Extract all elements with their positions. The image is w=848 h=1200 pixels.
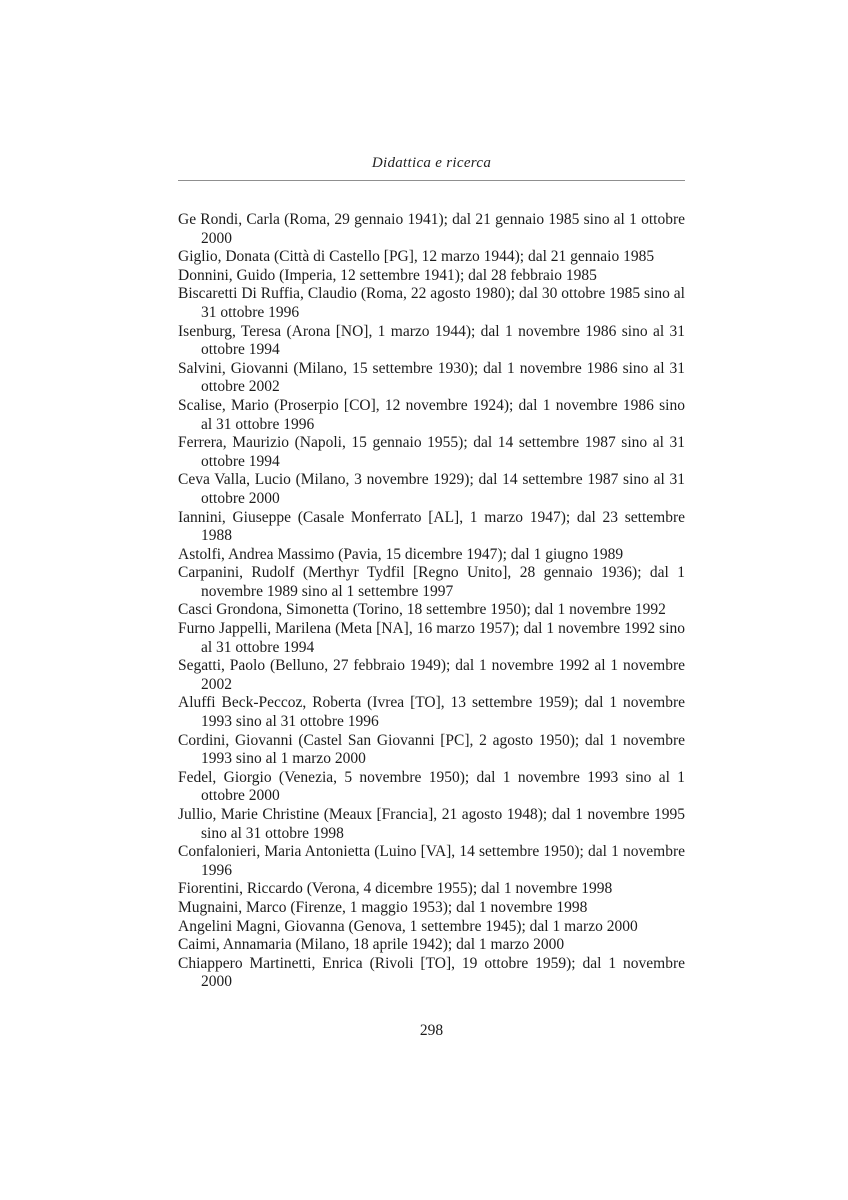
entry: Ferrera, Maurizio (Napoli, 15 gennaio 1955); dal 14 settembre 1987 sino al 31 ottobre 1994 <box>178 434 685 470</box>
entry: Mugnaini, Marco (Firenze, 1 maggio 1953); dal 1 novembre 1998 <box>178 898 588 916</box>
entry: Fiorentini, Riccardo (Verona, 4 dicembre 1955); dal 1 novembre 1998 <box>178 880 613 898</box>
entry: Giglio, Donata (Città di Castello [PG], 12 marzo 1944); dal 21 gennaio 1985 <box>178 248 655 266</box>
entry: Fedel, Giorgio (Venezia, 5 novembre 1950); dal 1 novembre 1993 sino al 1 ottobre 2000 <box>178 768 685 805</box>
running-head-title: Didattica e ricerca <box>371 155 492 171</box>
page-number: 298 <box>419 1022 444 1039</box>
entry: Angelini Magni, Giovanna (Genova, 1 settembre 1945); dal 1 marzo 2000 <box>178 917 638 935</box>
entry: Iannini, Giuseppe (Casale Monferrato [AL], 1 marzo 1947); dal 23 settembre 1988 <box>178 508 685 545</box>
entry: Chiappero Martinetti, Enrica (Rivoli [TO], 19 ottobre 1959); dal 1 novembre 2000 <box>178 954 685 991</box>
entry: Cordini, Giovanni (Castel San Giovanni [PC], 2 agosto 1950); dal 1 novembre 1993 sino al 1 marzo 2000 <box>178 731 685 768</box>
entry: Furno Jappelli, Marilena (Meta [NA], 16 marzo 1957); dal 1 novembre 1992 sino al 31 ottobre 1994 <box>178 620 685 656</box>
running-head <box>178 155 685 181</box>
entry: Aluffi Beck-Peccoz, Roberta (Ivrea [TO], 13 settembre 1959); dal 1 novembre 1993 sino al 31 ottobre 1996 <box>178 694 685 731</box>
header-rule <box>178 180 685 181</box>
entry: Confalonieri, Maria Antonietta (Luino [VA], 14 settembre 1950); dal 1 novembre 1996 <box>178 843 685 879</box>
entry: Caimi, Annamaria (Milano, 18 aprile 1942); dal 1 marzo 2000 <box>178 936 565 954</box>
entry: Ceva Valla, Lucio (Milano, 3 novembre 1929); dal 14 settembre 1987 sino al 31 ottobre 2000 <box>178 471 685 507</box>
entry: Astolfi, Andrea Massimo (Pavia, 15 dicembre 1947); dal 1 giugno 1989 <box>178 545 624 563</box>
entry: Segatti, Paolo (Belluno, 27 febbraio 1949); dal 1 novembre 1992 al 1 novembre 2002 <box>178 657 685 693</box>
entry: Isenburg, Teresa (Arona [NO], 1 marzo 1944); dal 1 novembre 1986 sino al 31 ottobre 1994 <box>178 322 685 359</box>
entry: Casci Grondona, Simonetta (Torino, 18 settembre 1950); dal 1 novembre 1992 <box>178 601 666 619</box>
entry: Ge Rondi, Carla (Roma, 29 gennaio 1941); dal 21 gennaio 1985 sino al 1 ottobre 2000 <box>178 211 685 247</box>
entry: Donnini, Guido (Imperia, 12 settembre 1941); dal 28 febbraio 1985 <box>178 266 597 284</box>
entry: Carpanini, Rudolf (Merthyr Tydfil [Regno Unito], 28 gennaio 1936); dal 1 novembre 1989 sino al 1 settembre 1997 <box>178 564 685 600</box>
entry: Scalise, Mario (Proserpio [CO], 12 novembre 1924); dal 1 novembre 1986 sino al 31 ottobre 1996 <box>178 396 685 433</box>
entry: Salvini, Giovanni (Milano, 15 settembre 1930); dal 1 novembre 1986 sino al 31 ottobre 2002 <box>178 359 685 396</box>
entry: Biscaretti Di Ruffia, Claudio (Roma, 22 agosto 1980); dal 30 ottobre 1985 sino al 31 ottobre 1996 <box>178 285 685 321</box>
entry-list <box>178 211 685 992</box>
entry: Jullio, Marie Christine (Meaux [Francia], 21 agosto 1948); dal 1 novembre 1995 sino al 31 ottobre 1998 <box>178 806 685 842</box>
